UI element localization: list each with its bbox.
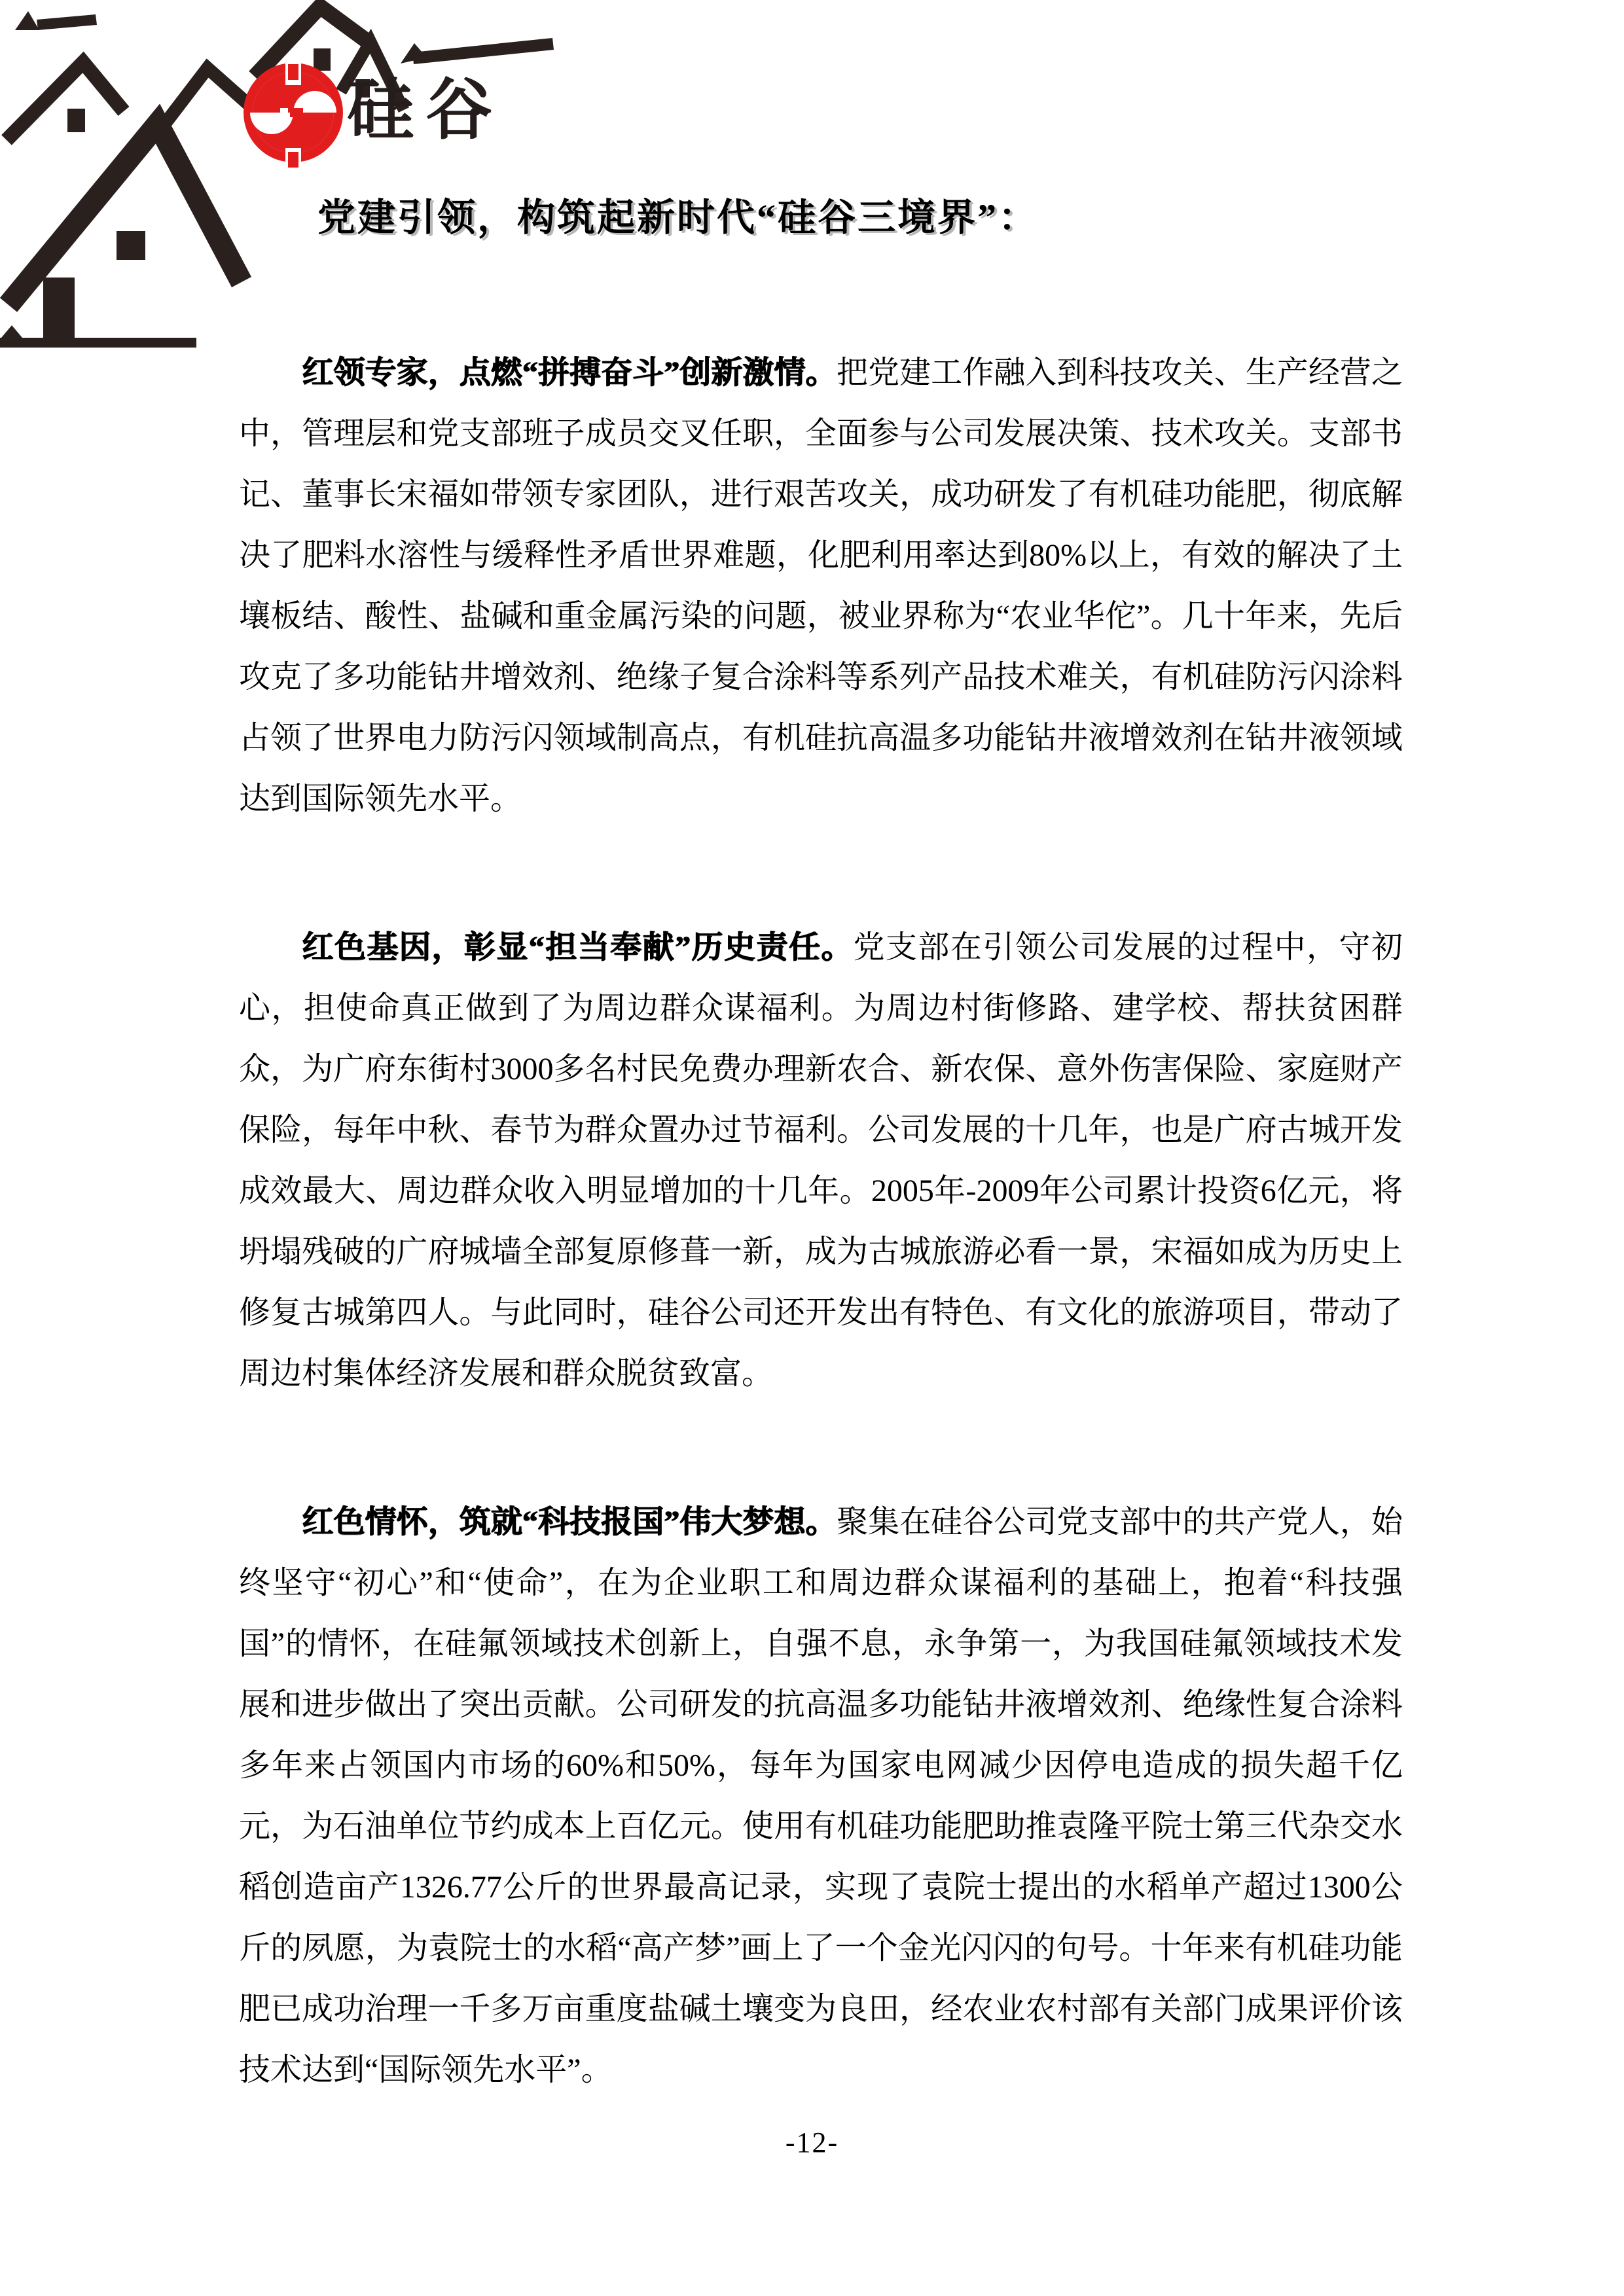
paragraph-3 bbox=[239, 1492, 1403, 2100]
paragraph-2-text: 党支部在引领公司发展的过程中，守初心，担使命真正做到了为周边群众谋福利。为周边村街修路、建学校、帮扶贫困群众，为广府东街村3000多名村民免费办理新农合、新农保、意外伤害保险、家庭财产保险，每年中秋、春节为群众置办过节福利。公司发展的十几年，也是广府古城开发成效最大、周边群众收入明显增加的十几年。2005年-2009年公司累计投资6亿元，将坍塌残破的广府城墙全部复原修葺一新，成为古城旅游必看一景，宋福如成为历史上修复古城第四人。与此同时，硅谷公司还开发出有特色、有文化的旅游项目，带动了周边村集体经济发展和群众脱贫致富。 bbox=[239, 930, 1403, 1391]
paragraph-1-text: 把党建工作融入到科技攻关、生产经营之中，管理层和党支部班子成员交叉任职，全面参与公司发展决策、技术攻关。支部书记、董事长宋福如带领专家团队，进行艰苦攻关，成功研发了有机硅功能肥，彻底解决了肥料水溶性与缓释性矛盾世界难题，化肥利用率达到80%以上，有效的解决了土壤板结、酸性、盐碱和重金属污染的问题，被业界称为“农业华佗”。几十年来，先后攻克了多功能钻井增效剂、绝缘子复合涂料等系列产品技术难关，有机硅防污闪涂料占领了世界电力防污闪领域制高点，有机硅抗高温多功能钻井液增效剂在钻井液领域达到国际领先水平。 bbox=[239, 355, 1403, 816]
paragraph-3-lead: 红色情怀，筑就“科技报国”伟大梦想。 bbox=[302, 1505, 837, 1539]
paragraph-1 bbox=[239, 342, 1403, 829]
page-number: -12- bbox=[785, 2126, 839, 2159]
document-body bbox=[239, 342, 1403, 2100]
paragraph-2 bbox=[239, 917, 1403, 1404]
paragraph-2-lead: 红色基因，彰显“担当奉献”历史责任。 bbox=[302, 930, 854, 965]
paragraph-1-lead: 红领专家，点燃“拼搏奋斗”创新激情。 bbox=[302, 355, 837, 390]
paragraph-3-text: 聚集在硅谷公司党支部中的共产党人，始终坚守“初心”和“使命”，在为企业职工和周边群众谋福利的基础上，抱着“科技强国”的情怀，在硅氟领域技术创新上，自强不息，永争第一，为我国硅氟领域技术发展和进步做出了突出贡献。公司研发的抗高温多功能钻井液增效剂、绝缘性复合涂料多年来占领国内市场的60%和50%，每年为国家电网减少因停电造成的损失超千亿元，为石油单位节约成本上百亿元。使用有机硅功能肥助推袁隆平院士第三代杂交水稻创造亩产1326.77公斤的世界最高记录，实现了袁院士提出的水稻单产超过1300公斤的夙愿，为袁院士的水稻“高产梦”画上了一个金光闪闪的句号。十年来有机硅功能肥已成功治理一千多万亩重度盐碱土壤变为良田，经农业农村部有关部门成果评价该技术达到“国际领先水平”。 bbox=[239, 1505, 1403, 2087]
document-title: 党建引领，构筑起新时代“硅谷三境界”： bbox=[317, 196, 1039, 239]
logo-brand-text: 硅谷 bbox=[347, 71, 504, 149]
